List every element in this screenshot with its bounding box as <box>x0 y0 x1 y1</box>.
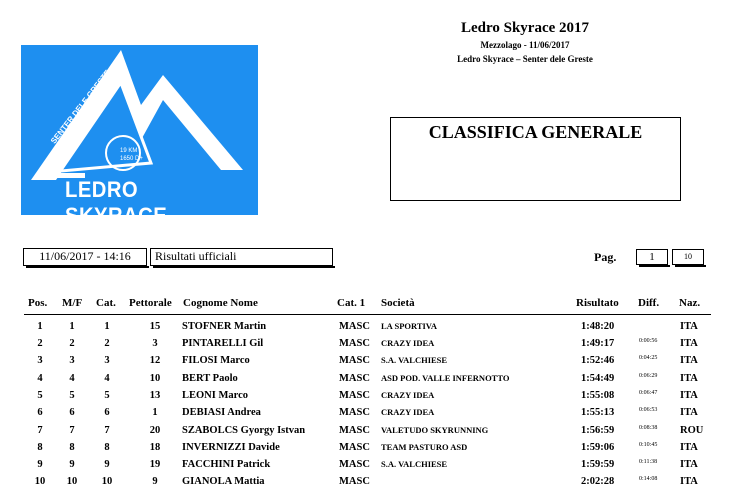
col-mf: M/F <box>62 297 83 309</box>
ledro-skyrace-logo <box>21 45 258 228</box>
classifica-title: CLASSIFICA GENERALE <box>428 122 643 142</box>
table-row: 4 4 4 10 BERT Paolo MASC ASD POD. VALLE INFERNOTTO 1:54:49 0:06:29 ITA <box>37 373 698 384</box>
table-row: 2 2 2 3 PINTARELLI Gil MASC CRAZY IDEA 1:49:17 0:00:56 ITA <box>37 338 698 349</box>
table-row: 8 8 8 18 INVERNIZZI Davide MASC TEAM PASTURO ASD 1:59:06 0:10:45 ITA <box>37 442 698 453</box>
logo-brand: LEDRO SKYRACE <box>65 177 168 228</box>
col-societa: Società <box>381 297 415 309</box>
table-row: 10 10 10 9 GIANOLA Mattia MASC 2:02:28 0:14:08 ITA <box>34 476 698 487</box>
status-box: Risultati ufficiali <box>150 248 333 266</box>
col-naz: Naz. <box>679 297 701 309</box>
page-number: 1 <box>636 249 668 265</box>
datetime-box: 11/06/2017 - 14:16 <box>23 248 147 266</box>
event-subtitle: Ledro Skyrace – Senter dele Greste <box>457 54 593 64</box>
event-title: Ledro Skyrace 2017 <box>460 20 590 36</box>
table-row: 6 6 6 1 DEBIASI Andrea MASC CRAZY IDEA 1:55:13 0:06:53 ITA <box>37 407 698 418</box>
col-pettorale: Pettorale <box>129 297 172 309</box>
event-location-date: Mezzolago - 11/06/2017 <box>480 40 570 50</box>
page-total: 10 <box>672 249 704 265</box>
col-risultato: Risultato <box>576 297 619 309</box>
col-pos: Pos. <box>28 297 48 309</box>
header-rule <box>24 314 711 315</box>
col-cat1: Cat. 1 <box>337 297 366 309</box>
col-diff: Diff. <box>638 297 660 309</box>
classifica-box <box>390 117 681 201</box>
table-row: 9 9 9 19 FACCHINI Patrick MASC S.A. VALCHIESE 1:59:59 0:11:38 ITA <box>37 459 698 470</box>
logo-distance: 19 KM 1650 D+ <box>120 148 143 162</box>
table-row: 1 1 1 15 STOFNER Martin MASC LA SPORTIVA 1:48:20 ITA <box>37 321 698 332</box>
table-row: 7 7 7 20 SZABOLCS Gyorgy Istvan MASC VALETUDO SKYRUNNING 1:56:59 0:08:38 ROU <box>37 425 704 436</box>
table-row: 3 3 3 12 FILOSI Marco MASC S.A. VALCHIESE 1:52:46 0:04:25 ITA <box>37 355 698 366</box>
col-cat: Cat. <box>96 297 116 309</box>
page-label: Pag. <box>594 250 617 264</box>
table-row: 5 5 5 13 LEONI Marco MASC CRAZY IDEA 1:55:08 0:06:47 ITA <box>37 390 698 401</box>
col-name: Cognome Nome <box>183 297 258 309</box>
logo-arc-text: SENTER DELE GRESTE <box>49 68 113 146</box>
